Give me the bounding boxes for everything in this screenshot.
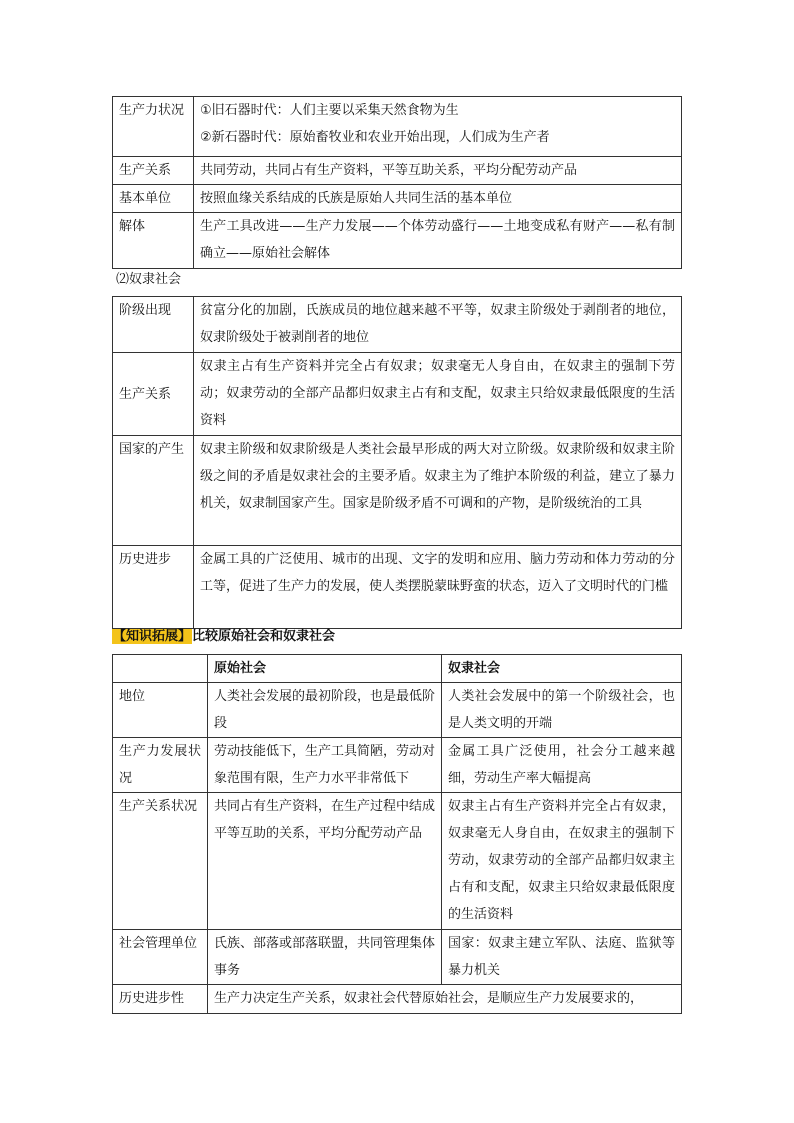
slave-cell: 金属工具广泛使用，社会分工越来越细，劳动生产率大幅提高	[442, 738, 682, 793]
primitive-cell: 氏族、部落或部落联盟，共同管理集体事务	[208, 930, 442, 985]
row-content: 贫富分化的加剧，氏族成员的地位越来越不平等，奴隶主阶级处于剥削者的地位，奴隶阶级处于被剥削者的地位	[194, 297, 682, 353]
table-row	[113, 683, 682, 738]
table-header-row	[113, 655, 682, 683]
row-content	[194, 97, 682, 157]
row-label: 地位	[113, 683, 208, 738]
primitive-society-table	[112, 96, 682, 269]
row-content: 金属工具的广泛使用、城市的出现、文字的发明和应用、脑力劳动和体力劳动的分工等，促进了生产力的发展，使人类摆脱蒙昧野蛮的状态，迈入了文明时代的门槛	[194, 546, 682, 629]
table-row	[113, 930, 682, 985]
row-label: 生产关系	[113, 157, 194, 185]
row-content: 生产力决定生产关系，奴隶社会代替原始社会，是顺应生产力发展要求的，	[208, 985, 682, 1014]
row-content: 按照血缘关系结成的氏族是原始人共同生活的基本单位	[194, 185, 682, 213]
header-cell: 原始社会	[208, 655, 442, 683]
table-row	[113, 353, 682, 436]
primitive-cell: 人类社会发展的最初阶段，也是最低阶段	[208, 683, 442, 738]
row-label: 历史进步性	[113, 985, 208, 1014]
row-label: 国家的产生	[113, 436, 194, 546]
primitive-cell: 共同占有生产资料，在生产过程中结成平等互助的关系，平均分配劳动产品	[208, 793, 442, 930]
row-label: 阶级出现	[113, 297, 194, 353]
row-content: 奴隶主占有生产资料并完全占有奴隶；奴隶毫无人身自由，在奴隶主的强制下劳动；奴隶劳动的全部产品都归奴隶主占有和支配，奴隶主只给奴隶最低限度的生活资料	[194, 353, 682, 436]
row-label: 基本单位	[113, 185, 194, 213]
table-row	[113, 738, 682, 793]
row-label: 生产力发展状况	[113, 738, 208, 793]
knowledge-tag: 【知识拓展】	[113, 629, 192, 644]
cell-line: ②新石器时代：原始畜牧业和农业开始出现，人们成为生产者	[200, 130, 550, 145]
table-row	[113, 793, 682, 930]
table-row	[113, 546, 682, 629]
row-label: 生产力状况	[113, 97, 194, 157]
callout-title: 比较原始社会和奴隶社会	[192, 629, 336, 644]
slave-society-table	[112, 296, 682, 629]
row-label: 历史进步	[113, 546, 194, 629]
row-label: 生产关系状况	[113, 793, 208, 930]
table-row	[113, 97, 682, 157]
section-heading: ⑵奴隶社会	[116, 272, 182, 287]
row-content: 奴隶主阶级和奴隶阶级是人类社会最早形成的两大对立阶级。奴隶阶级和奴隶主阶级之间的矛盾是奴隶社会的主要矛盾。奴隶主为了维护本阶级的利益，建立了暴力机关，奴隶制国家产生。国家是阶级矛盾不可调和的产物，是阶级统治的工具	[194, 436, 682, 546]
cell-line: ①旧石器时代：人们主要以采集天然食物为生	[200, 103, 459, 118]
row-label: 解体	[113, 213, 194, 269]
table-row	[113, 436, 682, 546]
table-row	[113, 185, 682, 213]
slave-cell: 奴隶主占有生产资料并完全占有奴隶，奴隶毫无人身自由，在奴隶主的强制下劳动，奴隶劳动的全部产品都归奴隶主占有和支配，奴隶主只给奴隶最低限度的生活资料	[442, 793, 682, 930]
header-cell	[113, 655, 208, 683]
table-row	[113, 985, 682, 1014]
table-row	[113, 157, 682, 185]
row-label: 生产关系	[113, 353, 194, 436]
row-content: 生产工具改进——生产力发展——个体劳动盛行——土地变成私有财产——私有制确立——原始社会解体	[194, 213, 682, 269]
slave-cell: 人类社会发展中的第一个阶级社会，也是人类文明的开端	[442, 683, 682, 738]
table-row	[113, 297, 682, 353]
comparison-table	[112, 654, 682, 1014]
knowledge-extension-title	[112, 627, 335, 647]
row-label: 社会管理单位	[113, 930, 208, 985]
header-cell: 奴隶社会	[442, 655, 682, 683]
table-row	[113, 213, 682, 269]
primitive-cell: 劳动技能低下，生产工具简陋，劳动对象范围有限，生产力水平非常低下	[208, 738, 442, 793]
slave-cell: 国家：奴隶主建立军队、法庭、监狱等暴力机关	[442, 930, 682, 985]
row-content: 共同劳动，共同占有生产资料，平等互助关系，平均分配劳动产品	[194, 157, 682, 185]
